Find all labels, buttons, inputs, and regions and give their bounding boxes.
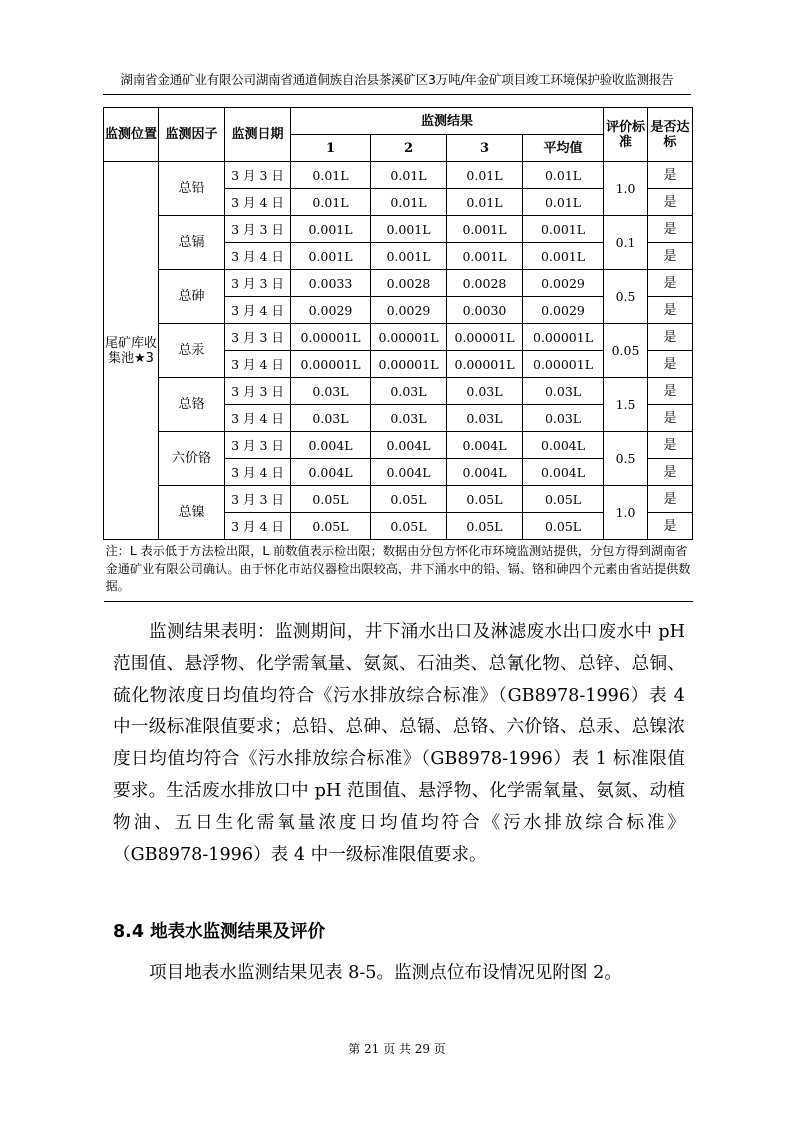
date-cell: 3 月 3 日: [225, 270, 291, 297]
sample-2-cell: 0.05L: [371, 513, 447, 540]
page-header: 湖南省金通矿业有限公司湖南省通道侗族自治县茶溪矿区3万吨/年金矿项目竣工环境保护验收监测报告: [103, 70, 691, 95]
page-footer: 第 21 页 共 29 页: [348, 1042, 446, 1056]
average-cell: 0.05L: [523, 486, 604, 513]
sample-2-cell: 0.004L: [371, 459, 447, 486]
table-row: [104, 162, 693, 189]
date-cell: 3 月 3 日: [225, 216, 291, 243]
average-cell: 0.004L: [523, 432, 604, 459]
standard-cell: 0.5: [604, 432, 648, 486]
factor-cell: 总镍: [159, 486, 225, 540]
col-standard-header: 评价标准: [604, 108, 648, 162]
sample-3-cell: 0.01L: [447, 189, 523, 216]
pass-cell: 是: [648, 297, 693, 324]
sample-1-cell: 0.01L: [291, 189, 371, 216]
factor-cell: 总铅: [159, 162, 225, 216]
pass-cell: 是: [648, 513, 693, 540]
date-cell: 3 月 4 日: [225, 459, 291, 486]
sample-1-cell: 0.00001L: [291, 351, 371, 378]
average-cell: 0.01L: [523, 189, 604, 216]
table-row: [104, 324, 693, 351]
date-cell: 3 月 3 日: [225, 378, 291, 405]
col-location-header: 监测位置: [104, 108, 159, 162]
average-cell: 0.004L: [523, 459, 604, 486]
pass-cell: 是: [648, 486, 693, 513]
sample-2-cell: 0.03L: [371, 405, 447, 432]
sample-2-cell: 0.0029: [371, 297, 447, 324]
col-pass-header: 是否达标: [648, 108, 693, 162]
sample-1-cell: 0.00001L: [291, 324, 371, 351]
surface-water-paragraph: 项目地表水监测结果见表 8-5。监测点位布设情况见附图 2。: [149, 963, 622, 983]
sample-1-cell: 0.05L: [291, 513, 371, 540]
pass-cell: 是: [648, 432, 693, 459]
standard-cell: 1.5: [604, 378, 648, 432]
pass-cell: 是: [648, 270, 693, 297]
average-cell: 0.001L: [523, 216, 604, 243]
factor-cell: 总砷: [159, 270, 225, 324]
col-sample-1-header: 1: [291, 135, 371, 162]
pass-cell: 是: [648, 243, 693, 270]
sample-1-cell: 0.05L: [291, 486, 371, 513]
location-cell: 尾矿库收集池★3: [104, 162, 159, 540]
table-row: [104, 432, 693, 459]
sample-1-cell: 0.004L: [291, 432, 371, 459]
col-date-header: 监测日期: [225, 108, 291, 162]
average-cell: 0.001L: [523, 243, 604, 270]
col-average-header: 平均值: [523, 135, 604, 162]
sample-3-cell: 0.0028: [447, 270, 523, 297]
date-cell: 3 月 3 日: [225, 162, 291, 189]
factor-cell: 六价铬: [159, 432, 225, 486]
pass-cell: 是: [648, 324, 693, 351]
sample-3-cell: 0.001L: [447, 216, 523, 243]
average-cell: 0.03L: [523, 405, 604, 432]
date-cell: 3 月 4 日: [225, 513, 291, 540]
average-cell: 0.05L: [523, 513, 604, 540]
sample-1-cell: 0.01L: [291, 162, 371, 189]
sample-2-cell: 0.00001L: [371, 324, 447, 351]
sample-2-cell: 0.01L: [371, 189, 447, 216]
date-cell: 3 月 3 日: [225, 432, 291, 459]
section-title: 8.4 地表水监测结果及评价: [113, 922, 326, 942]
sample-2-cell: 0.001L: [371, 216, 447, 243]
factor-cell: 总镉: [159, 216, 225, 270]
date-cell: 3 月 4 日: [225, 405, 291, 432]
sample-3-cell: 0.05L: [447, 513, 523, 540]
col-result-header: 监测结果: [291, 108, 604, 135]
col-sample-3-header: 3: [447, 135, 523, 162]
sample-1-cell: 0.004L: [291, 459, 371, 486]
date-cell: 3 月 4 日: [225, 297, 291, 324]
table-note-row: [104, 540, 693, 602]
sample-3-cell: 0.01L: [447, 162, 523, 189]
results-paragraph: 监测结果表明：监测期间，井下涌水出口及淋滤废水出口废水中 pH 范围值、悬浮物、化学需氧量、氨氮、石油类、总氰化物、总锌、总铜、硫化物浓度日均值均符合《污水排放综合标准》（GB8978-1996）表 4 中一级标准限值要求；总铅、总砷、总镉、总铬、六价铬、总汞、总镍浓度日均值均符合《污水排放综合标准》（GB8978-1996）表 1 标准限值要求。生活废水排放口中 pH 范围值、悬浮物、化学需氧量、氨氮、动植物油、五日生化需氧量浓度日均值均符合《污水排放综合标准》（GB8978-1996）表 4 中一级标准限值要求。: [113, 622, 685, 865]
standard-cell: 1.0: [604, 486, 648, 540]
sample-1-cell: 0.0033: [291, 270, 371, 297]
table-row: [104, 378, 693, 405]
sample-1-cell: 0.03L: [291, 378, 371, 405]
sample-1-cell: 0.001L: [291, 243, 371, 270]
table-note: 注：L 表示低于方法检出限，L 前数值表示检出限；数据由分包方怀化市环境监测站提供，分包方得到湖南省金通矿业有限公司确认。由于怀化市站仪器检出限较高，井下涌水中的铅、镉、铬和砷四个元素由省站提供数据。: [104, 540, 693, 602]
sample-3-cell: 0.05L: [447, 486, 523, 513]
sample-3-cell: 0.0030: [447, 297, 523, 324]
date-cell: 3 月 4 日: [225, 189, 291, 216]
pass-cell: 是: [648, 405, 693, 432]
sample-3-cell: 0.00001L: [447, 351, 523, 378]
pass-cell: 是: [648, 351, 693, 378]
sample-2-cell: 0.004L: [371, 432, 447, 459]
date-cell: 3 月 4 日: [225, 351, 291, 378]
pass-cell: 是: [648, 216, 693, 243]
date-cell: 3 月 3 日: [225, 486, 291, 513]
average-cell: 0.0029: [523, 297, 604, 324]
sample-2-cell: 0.01L: [371, 162, 447, 189]
date-cell: 3 月 3 日: [225, 324, 291, 351]
sample-2-cell: 0.05L: [371, 486, 447, 513]
average-cell: 0.0029: [523, 270, 604, 297]
sample-3-cell: 0.004L: [447, 432, 523, 459]
pass-cell: 是: [648, 459, 693, 486]
standard-cell: 0.5: [604, 270, 648, 324]
pass-cell: 是: [648, 162, 693, 189]
sample-2-cell: 0.001L: [371, 243, 447, 270]
factor-cell: 总汞: [159, 324, 225, 378]
sample-1-cell: 0.001L: [291, 216, 371, 243]
col-sample-2-header: 2: [371, 135, 447, 162]
date-cell: 3 月 4 日: [225, 243, 291, 270]
average-cell: 0.03L: [523, 378, 604, 405]
pass-cell: 是: [648, 189, 693, 216]
pass-cell: 是: [648, 378, 693, 405]
sample-2-cell: 0.00001L: [371, 351, 447, 378]
table-row: [104, 270, 693, 297]
average-cell: 0.00001L: [523, 324, 604, 351]
standard-cell: 1.0: [604, 162, 648, 216]
average-cell: 0.01L: [523, 162, 604, 189]
sample-3-cell: 0.03L: [447, 405, 523, 432]
sample-3-cell: 0.00001L: [447, 324, 523, 351]
sample-2-cell: 0.03L: [371, 378, 447, 405]
standard-cell: 0.05: [604, 324, 648, 378]
sample-3-cell: 0.004L: [447, 459, 523, 486]
sample-3-cell: 0.001L: [447, 243, 523, 270]
sample-3-cell: 0.03L: [447, 378, 523, 405]
average-cell: 0.00001L: [523, 351, 604, 378]
factor-cell: 总铬: [159, 378, 225, 432]
sample-1-cell: 0.0029: [291, 297, 371, 324]
table-row: [104, 216, 693, 243]
col-factor-header: 监测因子: [159, 108, 225, 162]
table-row: [104, 486, 693, 513]
sample-2-cell: 0.0028: [371, 270, 447, 297]
standard-cell: 0.1: [604, 216, 648, 270]
sample-1-cell: 0.03L: [291, 405, 371, 432]
monitoring-table: [103, 107, 693, 602]
